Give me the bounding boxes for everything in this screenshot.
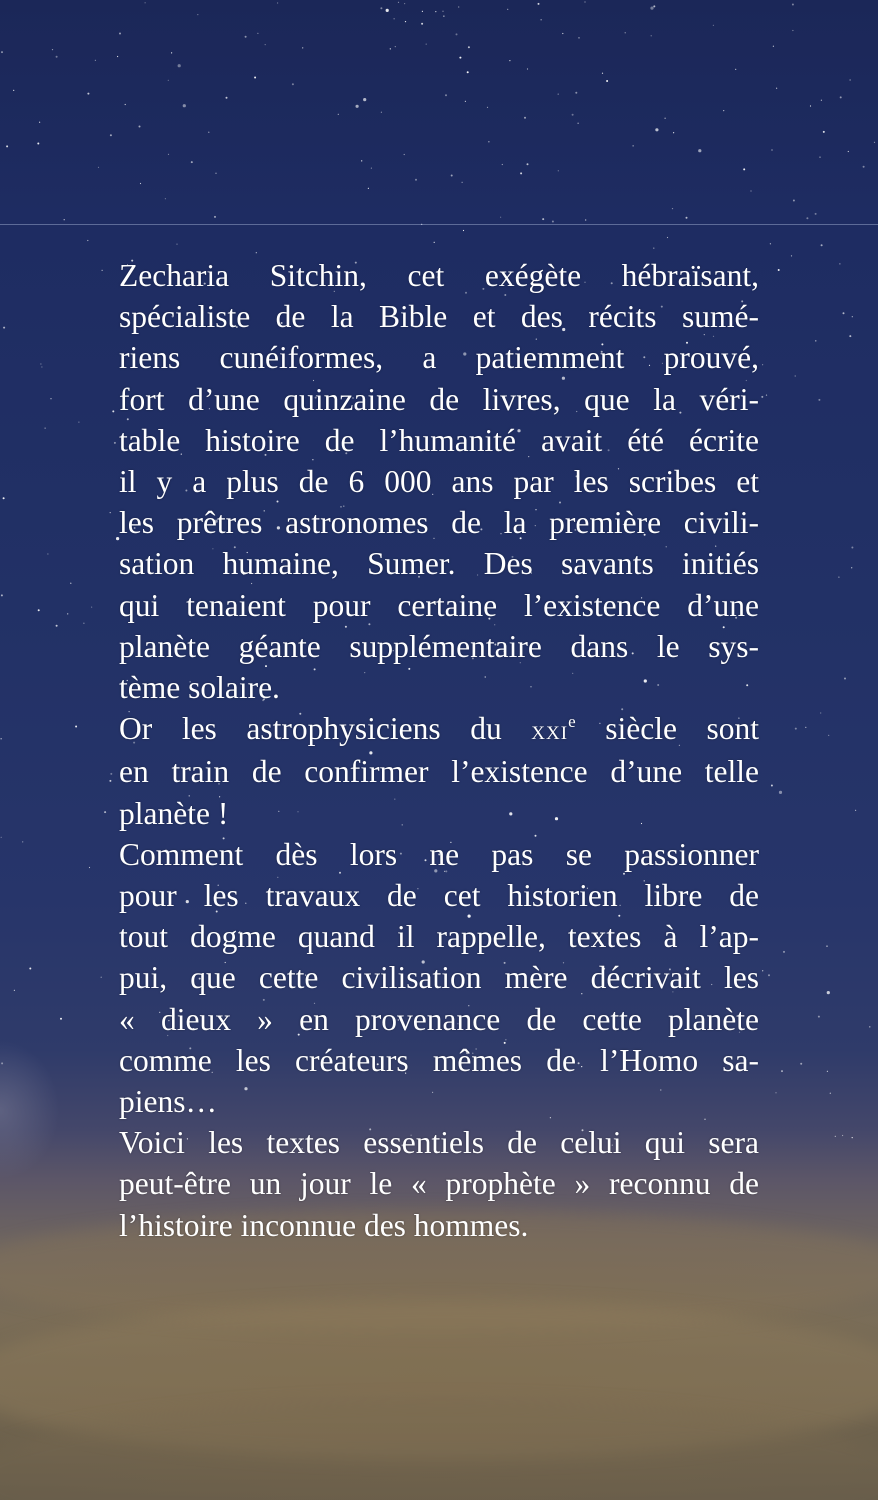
star [827, 1071, 828, 1072]
text-line: peut-être un jour le « prophète » reconnu de [119, 1166, 759, 1202]
star [91, 607, 92, 608]
star [524, 117, 526, 119]
star [183, 104, 186, 107]
text-line: tout dogme quand il rappelle, textes à l’ap- [119, 919, 759, 955]
star [487, 107, 488, 108]
star [165, 198, 166, 199]
star [363, 98, 366, 101]
text-line: comme les créateurs mêmes de l’Homo sa- [119, 1042, 759, 1078]
star [776, 88, 777, 89]
star [109, 780, 111, 782]
star [381, 112, 382, 113]
star [851, 567, 852, 568]
star [50, 398, 51, 399]
text-line: Zecharia Sitchin, cet exégète hébraïsant, [119, 258, 759, 293]
star [538, 3, 540, 5]
star [459, 57, 461, 59]
star [56, 56, 58, 58]
star [22, 841, 23, 842]
century-superscript: e [568, 712, 576, 732]
star [465, 101, 466, 102]
star [110, 773, 112, 775]
star [208, 132, 209, 133]
star [87, 93, 89, 95]
text-line: planète ! [119, 795, 229, 831]
star [672, 208, 673, 209]
star [64, 219, 65, 220]
star [651, 35, 652, 36]
star [302, 47, 303, 48]
star [456, 33, 458, 35]
star [215, 173, 216, 174]
star [395, 46, 396, 47]
star [768, 974, 770, 976]
star [443, 16, 444, 17]
star [792, 4, 794, 6]
star [778, 269, 780, 271]
star [371, 168, 372, 169]
star [823, 131, 825, 133]
star [41, 366, 42, 367]
star [421, 23, 423, 25]
star [810, 105, 811, 106]
star [575, 92, 577, 94]
star [257, 33, 258, 34]
star [698, 149, 701, 152]
star [467, 71, 469, 73]
star [380, 7, 382, 9]
star [75, 726, 77, 728]
star [562, 33, 563, 34]
star [735, 69, 736, 70]
text-line: Voici les textes essentiels de celui qui sera [119, 1125, 759, 1161]
star [771, 785, 773, 787]
text-fragment: siècle sont [605, 711, 760, 747]
star [527, 68, 528, 69]
star [843, 312, 845, 314]
star [176, 244, 177, 245]
star [578, 123, 579, 124]
text-line: tème solaire. [119, 670, 280, 706]
star [191, 161, 193, 163]
star [1, 51, 3, 53]
star [633, 145, 634, 146]
star [572, 114, 574, 116]
star [67, 613, 68, 614]
star [852, 1137, 853, 1138]
star [578, 37, 579, 38]
star [821, 244, 823, 246]
century-numeral: xxi [531, 715, 569, 746]
text-line: l’histoire inconnue des hommes. [119, 1207, 529, 1243]
star [527, 163, 529, 165]
star [254, 77, 256, 79]
star [852, 316, 853, 317]
star [3, 497, 5, 499]
star [6, 145, 8, 147]
star [145, 2, 146, 3]
star [800, 1063, 802, 1065]
star [874, 142, 875, 143]
star [558, 94, 559, 95]
star [102, 270, 103, 271]
star [171, 52, 172, 53]
star [404, 154, 405, 155]
star [791, 255, 792, 256]
star [3, 327, 5, 329]
star [37, 143, 39, 145]
star [818, 399, 820, 401]
star [667, 237, 668, 238]
star [775, 1092, 776, 1093]
star [398, 2, 399, 3]
star [584, 1, 585, 2]
star [29, 968, 31, 970]
star [70, 583, 71, 584]
star [606, 80, 608, 82]
paragraph-3 [119, 834, 759, 1122]
star [552, 221, 554, 223]
star [415, 179, 417, 181]
star [830, 1093, 831, 1094]
star [197, 14, 198, 15]
star [863, 166, 865, 168]
blurb-text [119, 255, 759, 1246]
star [139, 126, 141, 128]
star [851, 547, 853, 549]
paragraph-4 [119, 1122, 759, 1246]
star [585, 219, 586, 220]
paragraph-1 [119, 255, 759, 708]
text-line: sation humaine, Sumer. Des savants initiés [119, 546, 759, 582]
star [820, 712, 821, 713]
star [783, 951, 785, 953]
star [125, 104, 126, 105]
star [110, 512, 111, 513]
text-line: fort d’une quinzaine de livres, que la véri- [119, 381, 759, 417]
star [168, 80, 169, 81]
star [869, 1026, 870, 1027]
star [488, 141, 489, 142]
star [422, 11, 423, 12]
star [45, 428, 46, 429]
star [40, 363, 41, 364]
star [426, 44, 427, 45]
text-line: pour les travaux de cet historien libre de [119, 878, 759, 914]
star [256, 252, 257, 253]
text-line: piens… [119, 1084, 217, 1120]
star [848, 151, 849, 152]
star [723, 110, 724, 111]
star [821, 100, 822, 101]
star [361, 160, 362, 161]
star [463, 230, 464, 231]
text-line: riens cunéiformes, a patiemment prouvé, [119, 340, 759, 376]
star [819, 157, 820, 158]
star [117, 56, 118, 57]
star [394, 18, 395, 19]
star [98, 167, 99, 168]
star [806, 217, 808, 219]
star [665, 118, 666, 119]
star [541, 19, 542, 20]
paragraph-2 [119, 708, 759, 834]
star [390, 48, 391, 49]
star [87, 240, 88, 241]
star [818, 1016, 820, 1018]
star [815, 340, 816, 341]
star [655, 128, 658, 131]
star [178, 64, 181, 67]
star [214, 216, 216, 218]
star [520, 172, 522, 174]
star [842, 1135, 843, 1136]
text-line: « dieux » en provenance de cette planète [119, 1001, 759, 1037]
text-fragment: Or les astrophysiciens du [119, 711, 502, 747]
star [602, 73, 603, 74]
star [112, 410, 114, 412]
star [625, 32, 626, 33]
star [14, 990, 15, 991]
star [78, 422, 79, 423]
star [779, 791, 782, 794]
star [793, 200, 795, 202]
star [1, 1062, 3, 1064]
star [356, 105, 359, 108]
text-line: en train de confirmer l’existence d’une telle [119, 754, 759, 790]
star [468, 46, 470, 48]
star [119, 33, 121, 35]
star [500, 217, 501, 218]
star [839, 263, 840, 264]
star [835, 1136, 836, 1137]
star [60, 1018, 62, 1020]
star [451, 175, 453, 177]
star [1, 738, 2, 739]
star [386, 9, 389, 12]
star [95, 60, 96, 61]
star [104, 811, 106, 813]
star [849, 335, 851, 337]
text-line: il y a plus de 6 000 ans par les scribes et [119, 464, 759, 500]
star [405, 21, 406, 22]
text-line [119, 708, 759, 751]
text-line: pui, que cette civilisation mère décrivait les [119, 960, 759, 996]
star [509, 60, 510, 61]
star [442, 11, 443, 12]
star [827, 991, 830, 994]
text-line: qui tenaient pour certaine l’existence d’une [119, 587, 759, 623]
star [558, 170, 559, 171]
star [686, 217, 688, 219]
star [805, 727, 806, 728]
star [844, 678, 846, 680]
star [766, 395, 767, 396]
star [507, 9, 508, 10]
star [462, 182, 463, 183]
star [1, 594, 3, 596]
star [855, 810, 856, 811]
star [458, 6, 459, 7]
star [795, 375, 796, 376]
star [404, 3, 405, 4]
star [653, 5, 655, 7]
star [762, 970, 763, 971]
star [13, 90, 14, 91]
star [815, 213, 817, 215]
star [56, 625, 58, 627]
star [101, 977, 102, 978]
text-line: table histoire de l’humanité avait été écrite [119, 422, 759, 458]
star [653, 248, 654, 249]
star [338, 114, 339, 115]
text-line: Comment dès lors ne pas se passionner [119, 836, 759, 872]
star [445, 94, 447, 96]
divider-line [0, 224, 878, 225]
text-line: spécialiste de la Bible et des récits sumé- [119, 299, 759, 335]
star [1, 837, 2, 838]
star [792, 30, 793, 31]
star [828, 735, 829, 736]
star [435, 11, 436, 12]
star [770, 243, 771, 244]
star [826, 946, 827, 947]
star [713, 25, 714, 26]
star [838, 577, 839, 578]
star [673, 132, 674, 133]
star [795, 728, 797, 730]
star [83, 623, 84, 624]
star [761, 396, 763, 398]
star [140, 183, 141, 184]
star [89, 867, 90, 868]
star [434, 242, 435, 243]
star [840, 96, 842, 98]
star [47, 553, 48, 554]
star [226, 97, 228, 99]
star [773, 46, 774, 47]
star [781, 1070, 783, 1072]
star [542, 218, 544, 220]
star [52, 49, 53, 50]
star [762, 364, 763, 365]
star [265, 44, 266, 45]
star [502, 164, 503, 165]
star [277, 2, 278, 3]
star [650, 7, 653, 10]
star [110, 134, 112, 136]
star [750, 190, 751, 191]
star [38, 609, 40, 611]
text-line: planète géante supplémentaire dans le sys- [119, 628, 759, 664]
star [114, 442, 116, 444]
text-line: les prêtres astronomes de la première civili- [119, 505, 759, 541]
star [743, 168, 745, 170]
star [368, 188, 369, 189]
star [292, 83, 294, 85]
star [39, 122, 40, 123]
star [245, 36, 247, 38]
star [771, 149, 772, 150]
star [168, 154, 169, 155]
star [850, 79, 851, 80]
